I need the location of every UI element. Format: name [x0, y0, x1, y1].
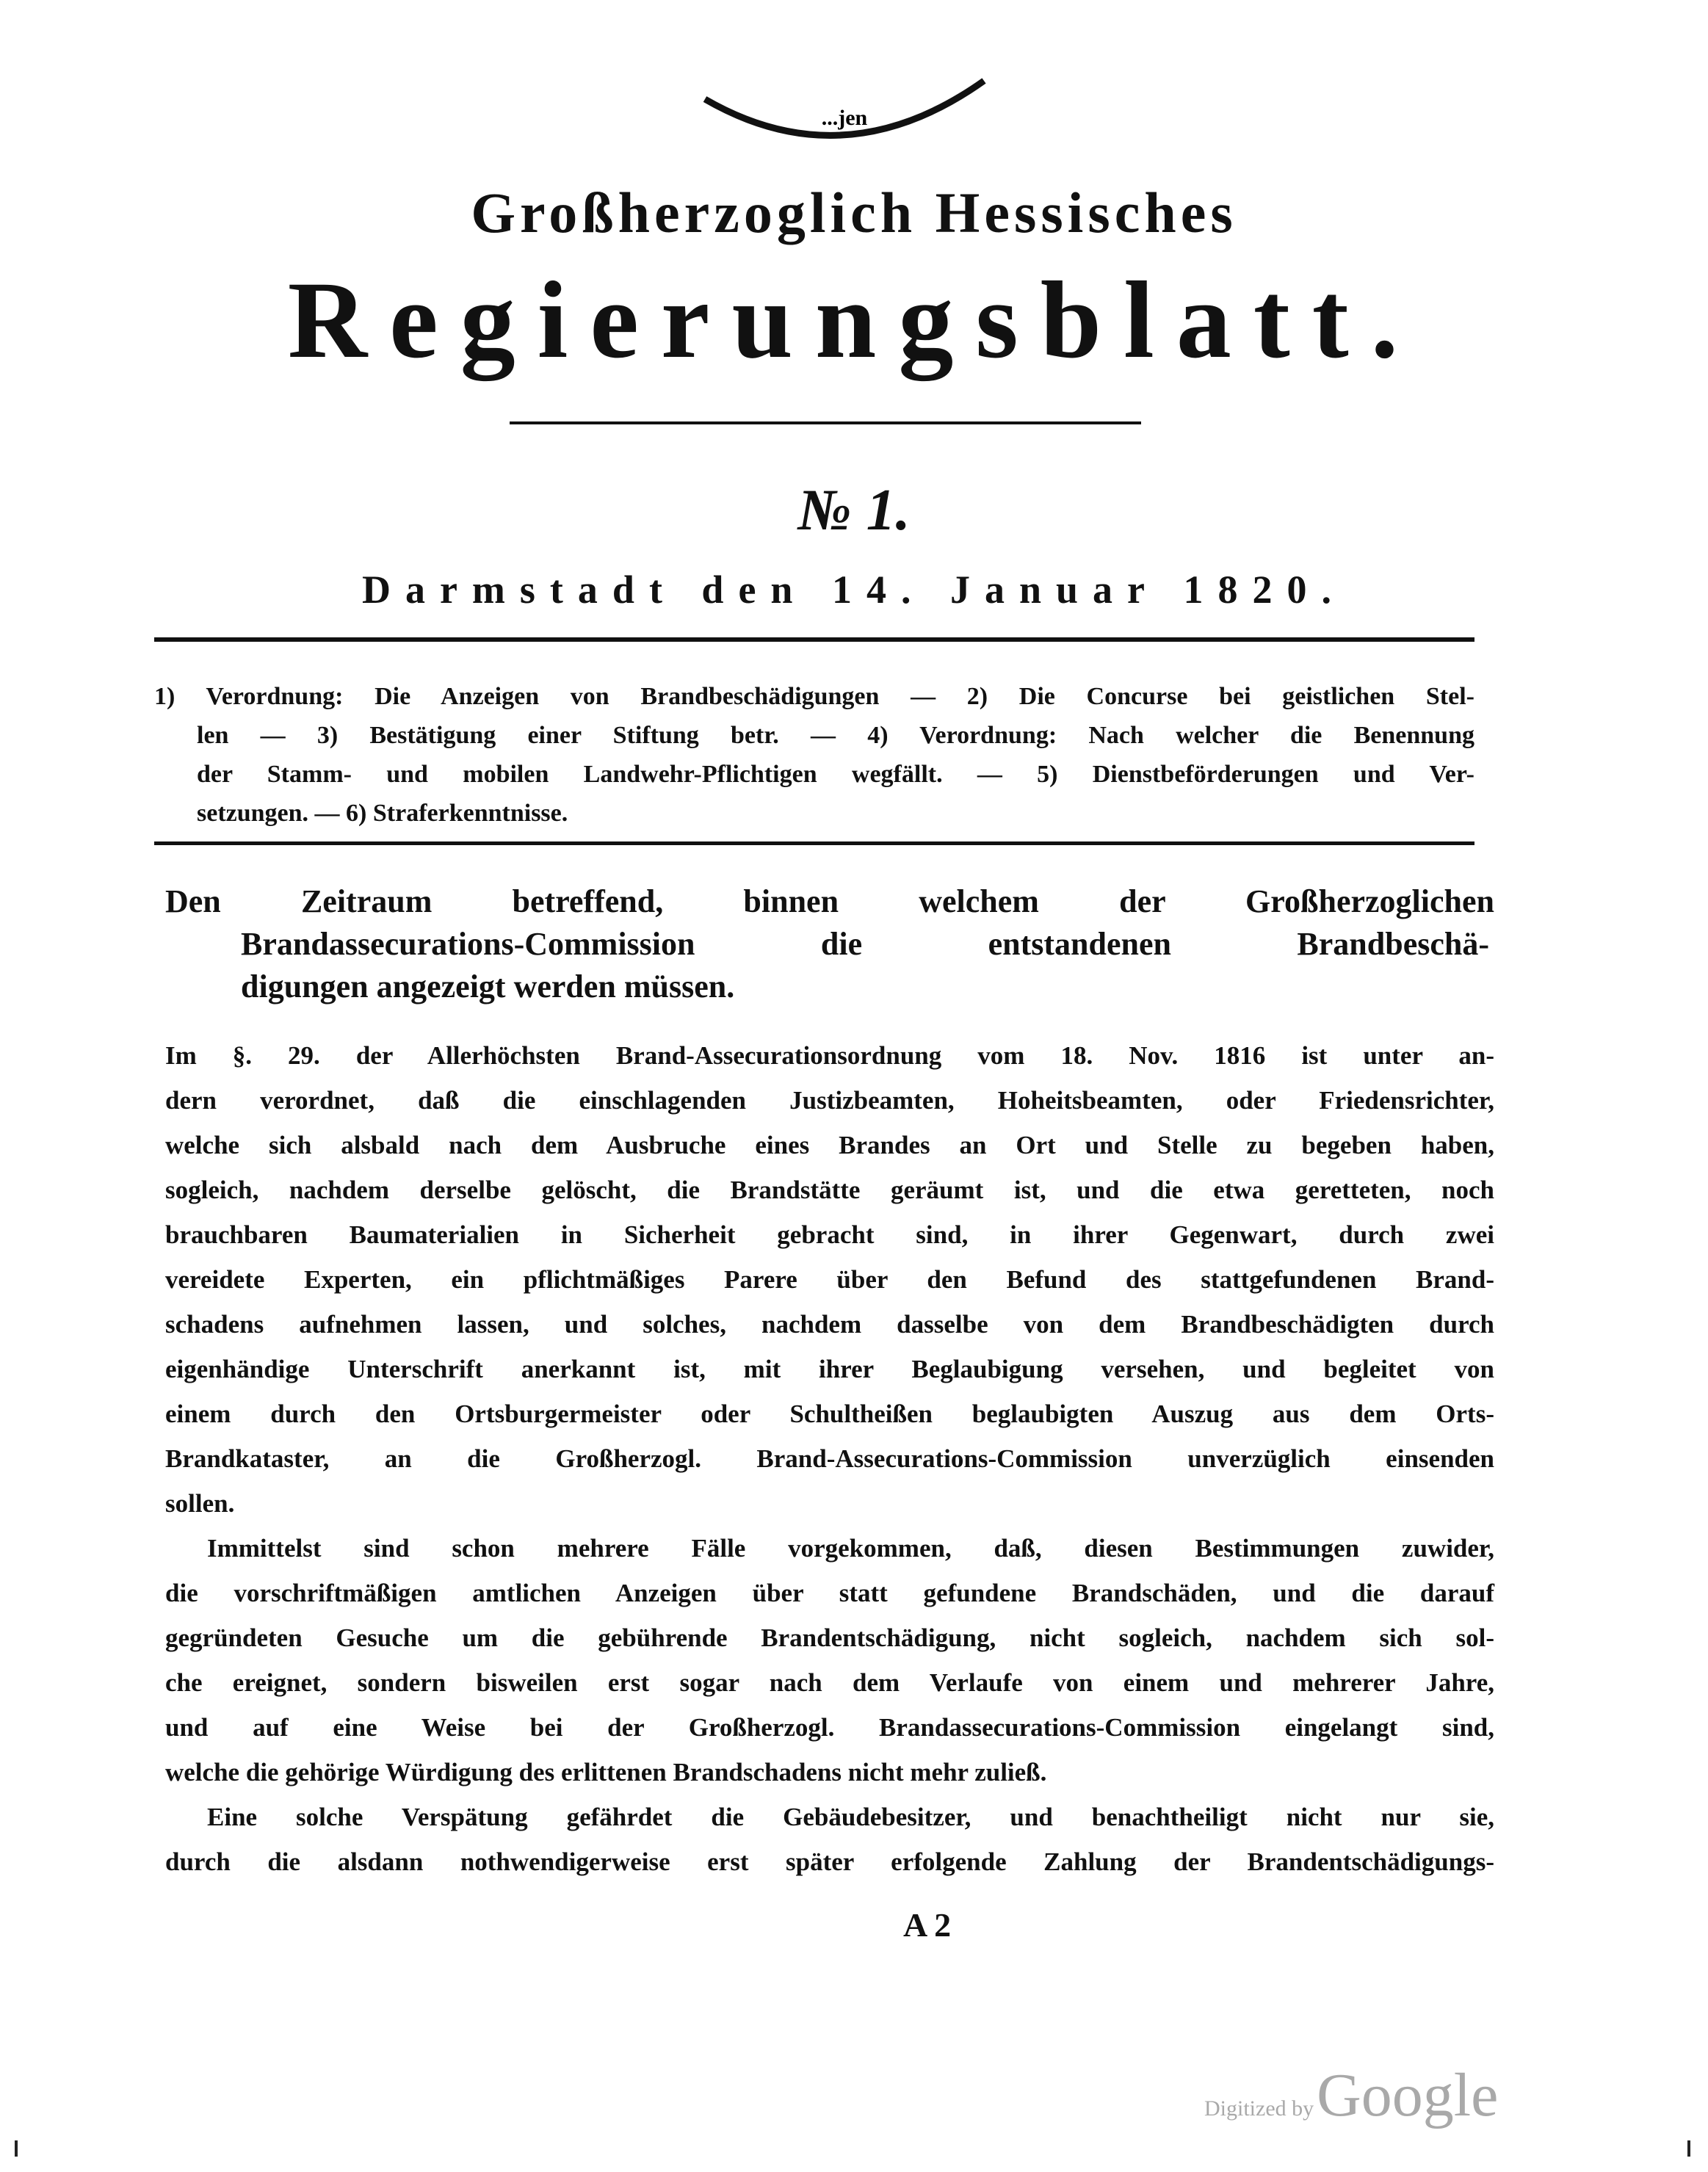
- body-line: Brandkataster, an die Großherzogl. Brand-Assecurations-Commission unverzüglich einsenden: [165, 1444, 1494, 1473]
- body-line: brauchbaren Baumaterialien in Sicherheit gebracht sind, in ihrer Gegenwart, durch zwei: [165, 1220, 1494, 1249]
- body-line: gegründeten Gesuche um die gebührende Brandentschädigung, nicht sogleich, nachdem sich sol-: [165, 1623, 1494, 1652]
- body-line: dern verordnet, daß die einschlagenden Justizbeamten, Hoheitsbeamten, oder Friedensrichter,: [165, 1086, 1494, 1115]
- stamp-text: ...jen: [821, 106, 868, 130]
- masthead-title: Regierungsblatt.: [287, 259, 1421, 381]
- body-line: durch die alsdann nothwendigerweise erst später erfolgende Zahlung der Brandentschädigungs-: [165, 1847, 1494, 1876]
- title-line: Brandassecurations-Commission die entstandenen Brandbeschä-: [241, 926, 1489, 962]
- watermark-brand: Google: [1317, 2061, 1499, 2129]
- watermark: [1204, 2060, 1674, 2131]
- scan-mark: [15, 2140, 18, 2157]
- body-line: vereidete Experten, ein pflichtmäßiges Parere über den Befund des stattgefundenen Brand-: [165, 1265, 1494, 1294]
- page-signature: A 2: [903, 1906, 952, 1944]
- watermark-prefix: Digitized by: [1204, 2096, 1314, 2121]
- divider: [154, 841, 1474, 845]
- issue-date: Darmstadt den 14. Januar 1820.: [361, 568, 1347, 612]
- summary-line: der Stamm- und mobilen Landwehr-Pflichtigen wegfällt. — 5) Dienstbeförderungen und Ver-: [197, 761, 1474, 788]
- library-stamp: [690, 70, 999, 151]
- body-line: welche sich alsbald nach dem Ausbruche eines Brandes an Ort und Stelle zu begeben haben,: [165, 1131, 1494, 1159]
- body-line: die vorschriftmäßigen amtlichen Anzeigen über statt gefundene Brandschäden, und die darauf: [165, 1579, 1494, 1607]
- title-line: Den Zeitraum betreffend, binnen welchem der Großherzoglichen: [165, 883, 1494, 919]
- body-line: welche die gehörige Würdigung des erlittenen Brandschadens nicht mehr zuließ.: [165, 1758, 1047, 1787]
- body-line: schadens aufnehmen lassen, und solches, nachdem dasselbe von dem Brandbeschädigten durch: [165, 1310, 1494, 1339]
- scan-mark: [1687, 2140, 1690, 2157]
- title-line: digungen angezeigt werden müssen.: [241, 969, 735, 1004]
- issue-number: № 1.: [797, 478, 911, 543]
- summary-line: setzungen. — 6) Straferkenntnisse.: [197, 800, 568, 827]
- stamp-arc-icon: [690, 70, 999, 151]
- body-line: sogleich, nachdem derselbe gelöscht, die Brandstätte geräumt ist, und die etwa geretteten, noch: [165, 1176, 1494, 1204]
- body-line: einem durch den Ortsburgermeister oder Schultheißen beglaubigten Auszug aus dem Orts-: [165, 1400, 1494, 1428]
- body-line: che ereignet, sondern bisweilen erst sogar nach dem Verlaufe von einem und mehrerer Jahre,: [165, 1668, 1494, 1697]
- body-line: sollen.: [165, 1489, 235, 1518]
- body-line: Eine solche Verspätung gefährdet die Gebäudebesitzer, und benachtheiligt nicht nur sie,: [207, 1803, 1494, 1831]
- masthead-subtitle: Großherzoglich Hessisches: [471, 181, 1237, 245]
- body-line: Im §. 29. der Allerhöchsten Brand-Assecurationsordnung vom 18. Nov. 1816 ist unter an-: [165, 1041, 1494, 1070]
- body-line: Immittelst sind schon mehrere Fälle vorgekommen, daß, diesen Bestimmungen zuwider,: [207, 1534, 1494, 1563]
- summary-line: 1) Verordnung: Die Anzeigen von Brandbeschädigungen — 2) Die Concurse bei geistlichen Stel-: [154, 683, 1474, 710]
- divider: [154, 637, 1474, 642]
- body-line: und auf eine Weise bei der Großherzogl. Brandassecurations-Commission eingelangt sind,: [165, 1713, 1494, 1742]
- body-line: eigenhändige Unterschrift anerkannt ist, mit ihrer Beglaubigung versehen, und begleitet von: [165, 1355, 1494, 1383]
- divider: [510, 421, 1141, 424]
- summary-line: len — 3) Bestätigung einer Stiftung betr. — 4) Verordnung: Nach welcher die Benennung: [197, 722, 1474, 749]
